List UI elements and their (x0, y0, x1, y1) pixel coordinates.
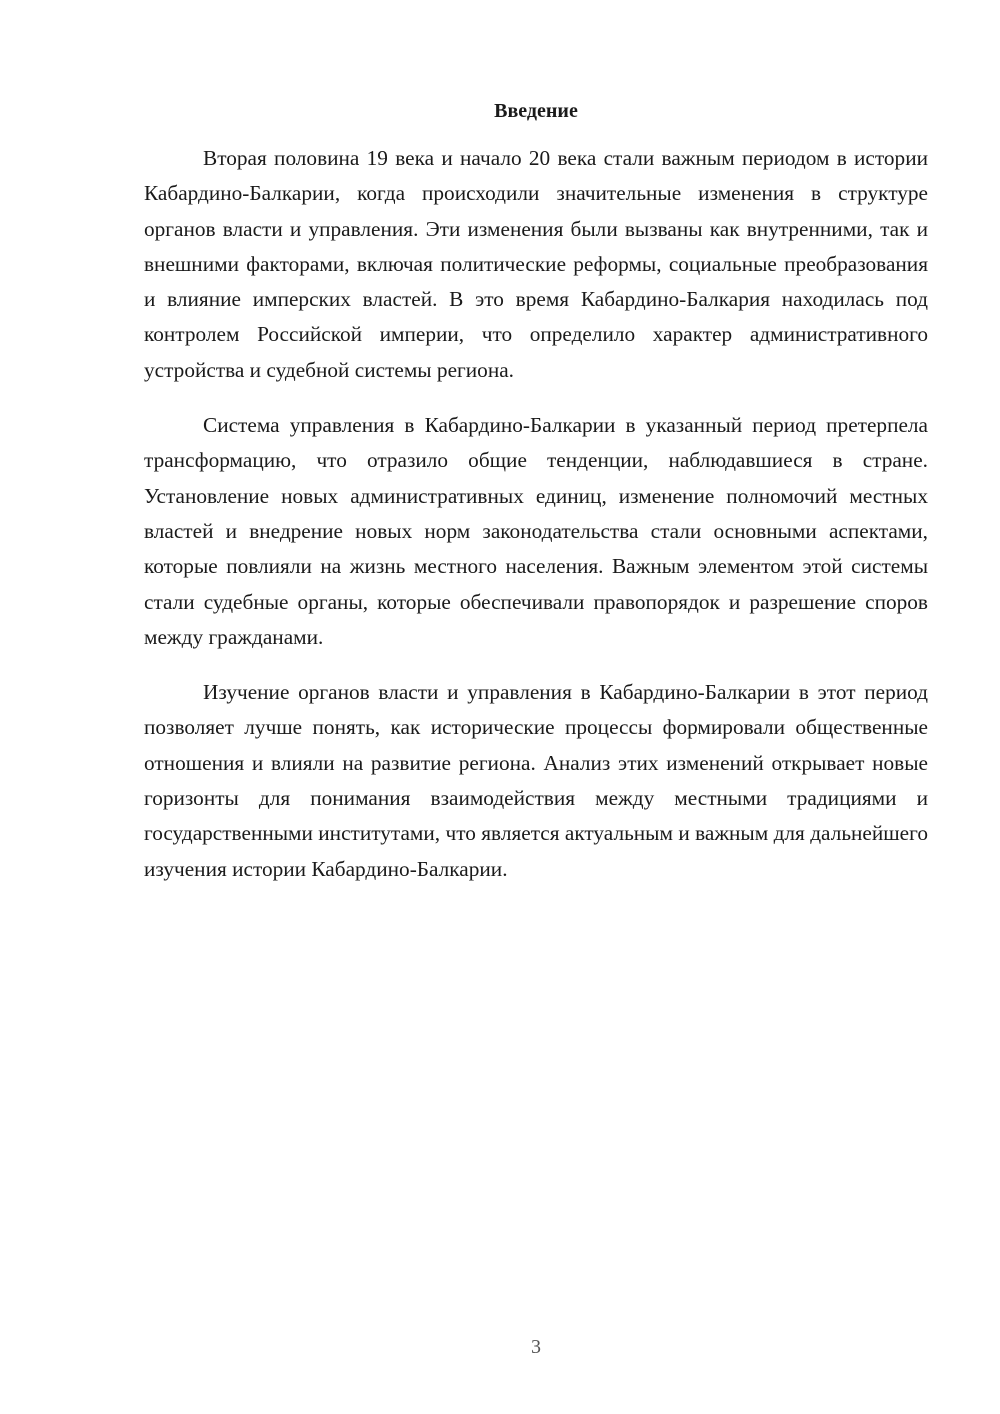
paragraph-3: Изучение органов власти и управления в Кабардино-Балкарии в этот период позволяет лучше понять, как исторические процессы формировали общественные отношения и влияли на развитие региона. Анализ этих изменений открывает новые горизонты для понимания взаимодействия между местными традициями и государственными институтами, что является актуальным и важным для дальнейшего изучения истории Кабардино-Балкарии. (144, 680, 928, 881)
section-heading: Введение (494, 100, 578, 122)
paragraph-1: Вторая половина 19 века и начало 20 века стали важным периодом в истории Кабардино-Балкарии, когда происходили значительные изменения в структуре органов власти и управления. Эти изменения были вызваны как внутренними, так и внешними факторами, включая политические реформы, социальные преобразования и влияние имперских властей. В это время Кабардино-Балкария находилась под контролем Российской империи, что определило характер административного устройства и судебной системы региона. (144, 146, 928, 382)
paragraph-2: Система управления в Кабардино-Балкарии в указанный период претерпела трансформацию, что отразило общие тенденции, наблюдавшиеся в стране. Установление новых административных единиц, изменение полномочий местных властей и внедрение новых норм законодательства стали основными аспектами, которые повлияли на жизнь местного населения. Важным элементом этой системы стали судебные органы, которые обеспечивали правопорядок и разрешение споров между гражданами. (144, 413, 928, 649)
page-content (144, 94, 928, 887)
page-number: 3 (531, 1336, 541, 1358)
